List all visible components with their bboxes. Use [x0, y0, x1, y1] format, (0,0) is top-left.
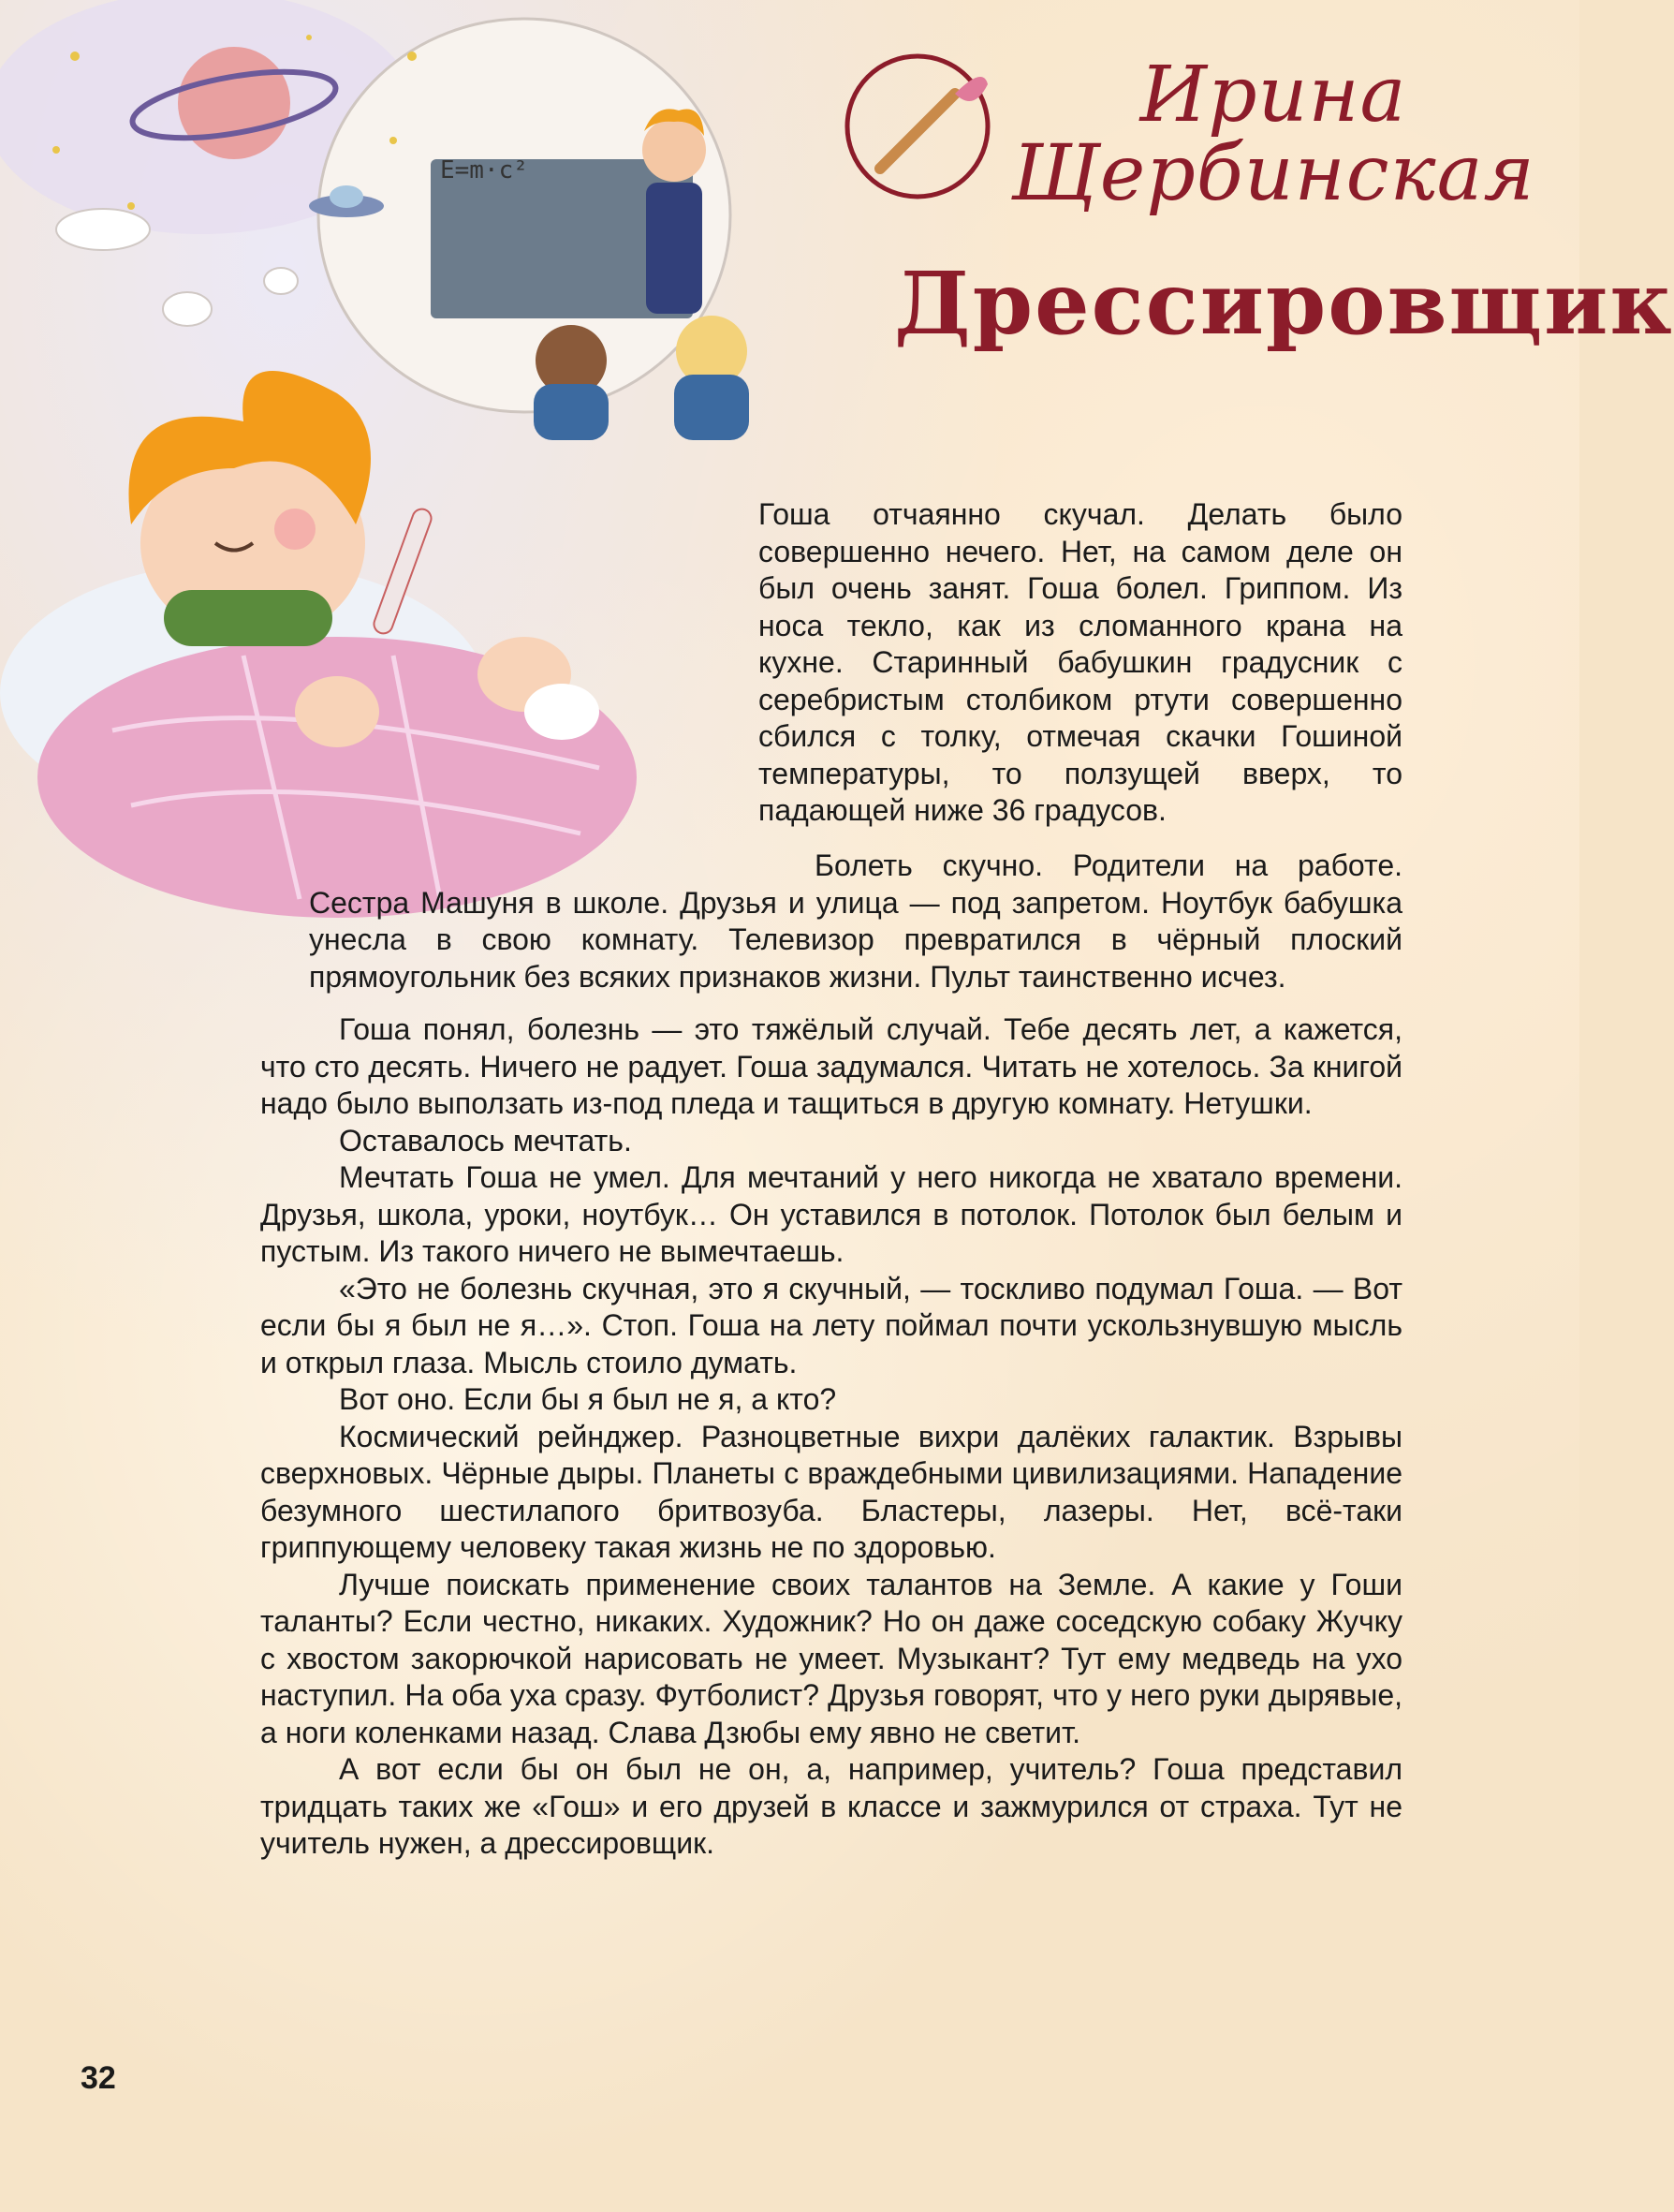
paragraph-8: Космический рейнджер. Разноцветные вихри далёких галактик. Взрывы сверхновых. Чёрные дыры. Планеты с враждебными цивилизациями. Нападение безумного шестилапого бритвозуба. Бластеры, лазеры. Нет, всё-таки гриппующему человеку такая жизнь не по здоровью. — [260, 1419, 1402, 1564]
page-number: 32 — [81, 2060, 116, 2096]
paragraph-1: Гоша отчаянно скучал. Делать было совершенно нечего. Нет, на самом деле он был очень занят. Гоша болел. Гриппом. Из носа текло, как из сломанного крана на кухне. Старинный бабушкин градусник с серебристым столбиком ртути совершенно сбился с толку, отмечая скачки Гошиной температуры, то ползущей вверх, то падающей ниже 36 градусов. — [758, 497, 1402, 827]
paragraph-6: «Это не болезнь скучная, это я скучный, — тоскливо подумал Гоша. — Вот если бы я был не я…». Стоп. Гоша на лету поймал почти ускользнувшую мысль и открыл глаза. Мысль стоило думать. — [260, 1271, 1402, 1379]
story-title — [894, 253, 1674, 365]
paragraph-10: А вот если бы он был не он, а, например, учитель? Гоша представил тридцать таких же «Гош» и его друзей в классе и зажмурился от страха. Тут не учитель нужен, а дрессировщик. — [260, 1752, 1402, 1860]
illustration-sick-boy-dreaming — [0, 0, 843, 936]
story-title-text: Дрессировщик — [894, 253, 1674, 354]
chalkboard-formula: E=m·c² — [440, 156, 528, 184]
paragraph-7: Вот оно. Если бы я был не я, а кто? — [339, 1382, 837, 1416]
teacher-figure — [642, 109, 706, 314]
paragraph-2: Болеть скучно. Родители на работе. Сестра Машуня в школе. Друзья и улица — под запретом. Ноутбук бабушка унесла в свою комнату. Телевизор превратился в чёрный плоский прямоугольник без всяких признаков жизни. Пульт таинственно исчез. — [309, 848, 1402, 994]
author-name: Ирина Щербинская — [1011, 51, 1535, 218]
paragraph-9: Лучше поискать применение своих талантов на Земле. А какие у Гоши таланты? Если честно, никаких. Художник? Но он даже соседскую собаку Жучку с хвостом закорючкой нарисовать не умеет. Музыкант? Тут ему медведь на ухо наступил. На оба уха сразу. Футболист? Друзья говорят, что у него руки дырявые, а ноги коленками назад. Слава Дзюбы ему явно не светит. — [260, 1567, 1402, 1749]
paragraph-5: Мечтать Гоша не умел. Для мечтаний у него никогда не хватало времени. Друзья, школа, уроки, ноутбук… Он уставился в потолок. Потолок был белым и пустым. Из такого ничего не вымечтаешь. — [260, 1160, 1402, 1268]
paintbrush-icon — [824, 47, 1011, 206]
paragraph-4: Оставалось мечтать. — [339, 1123, 632, 1158]
paragraph-3: Гоша понял, болезнь — это тяжёлый случай. Тебе десять лет, а кажется, что сто десять. Ничего не радует. Гоша задумался. Читать не хотелось. За книгой надо было выползать из-под пледа и тащиться в другую комнату. Нетушки. — [260, 1012, 1402, 1120]
